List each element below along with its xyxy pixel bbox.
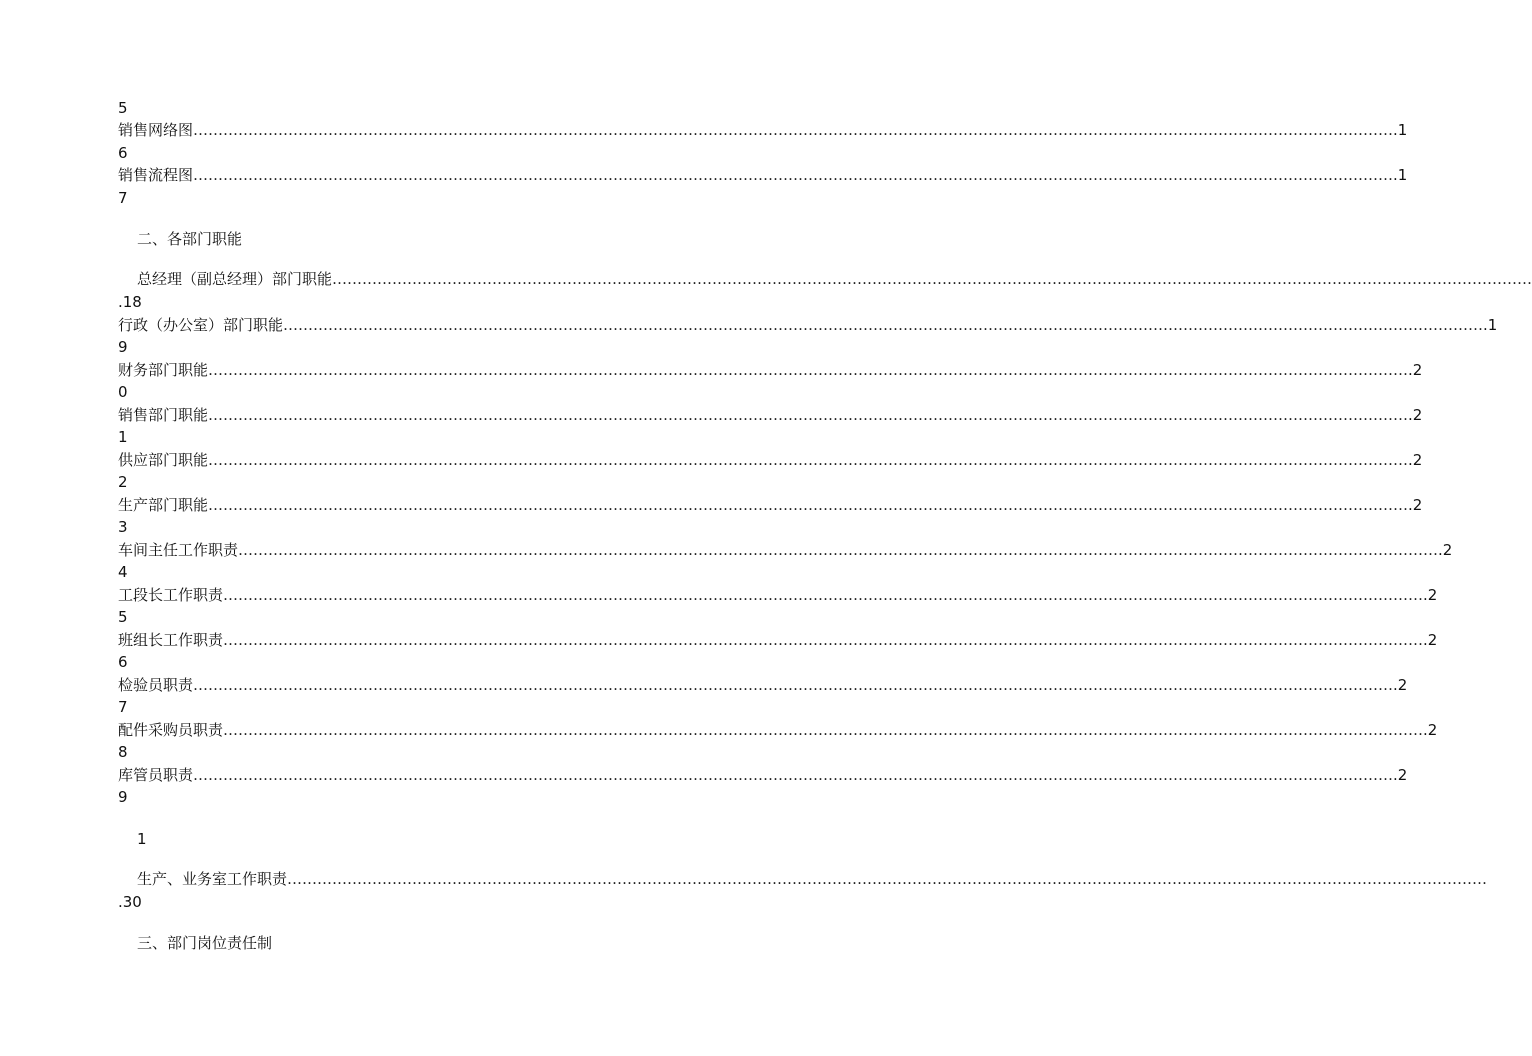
toc-leader: …………………………………………………………………………………………………………………………………………………………………………………………………………………… bbox=[208, 361, 1409, 379]
page-number-fragment: 6 bbox=[118, 144, 128, 162]
toc-entry-page: .1 bbox=[1483, 316, 1498, 334]
section-heading: 二、各部门职能 bbox=[137, 230, 243, 248]
toc-entry-label: 生产、业务室工作职责 bbox=[137, 870, 288, 888]
page-number-fragment: 3 bbox=[118, 518, 128, 536]
page-number-fragment: 4 bbox=[118, 563, 128, 581]
toc-entry-label: 库管员职责 bbox=[118, 766, 194, 784]
toc-entry[interactable] bbox=[118, 164, 1408, 186]
toc-leader: …………………………………………………………………………………………………………………………………………………………………………………………………………………… bbox=[208, 406, 1409, 424]
toc-entry-label: 检验员职责 bbox=[118, 676, 194, 694]
page-number-fragment: 5 bbox=[118, 99, 128, 117]
toc-leader: …………………………………………………………………………………………………………………………………………………………………………………………………………………… bbox=[208, 496, 1409, 514]
toc-entry[interactable] bbox=[118, 449, 1423, 471]
toc-leader: …………………………………………………………………………………………………………………………………………………………………………………………………………………… bbox=[193, 676, 1394, 694]
page-number-fragment: 9 bbox=[118, 338, 128, 356]
toc-entry[interactable] bbox=[118, 314, 1498, 336]
page-number-fragment: 6 bbox=[118, 653, 128, 671]
toc-leader: …………………………………………………………………………………………………………………………………………………………………………………………………………………… bbox=[193, 166, 1394, 184]
toc-entry-label: 销售流程图 bbox=[118, 166, 194, 184]
toc-entry-page: .2 bbox=[1423, 721, 1438, 739]
toc-entry-label: 工段长工作职责 bbox=[118, 586, 224, 604]
toc-entry-label: 供应部门职能 bbox=[118, 451, 209, 469]
page-number-fragment: 5 bbox=[118, 608, 128, 626]
page-number-fragment: 7 bbox=[118, 698, 128, 716]
toc-leader: …………………………………………………………………………………………………………………………………………………………………………………………………………………… bbox=[223, 721, 1424, 739]
toc-entry-label: 财务部门职能 bbox=[118, 361, 209, 379]
toc-entry[interactable] bbox=[118, 584, 1438, 606]
toc-entry[interactable] bbox=[118, 764, 1408, 786]
page-number-fragment: 2 bbox=[118, 473, 128, 491]
toc-leader: …………………………………………………………………………………………………………………………………………………………………………………………………………………… bbox=[223, 631, 1424, 649]
toc-entry-label: 销售部门职能 bbox=[118, 406, 209, 424]
toc-leader: …………………………………………………………………………………………………………………………………………………………………………………………………………………… bbox=[208, 451, 1409, 469]
toc-entry-page: .2 bbox=[1423, 586, 1438, 604]
toc-entry[interactable] bbox=[118, 119, 1408, 141]
toc-entry-page: .2 bbox=[1408, 361, 1423, 379]
toc-entry-page: .1 bbox=[1393, 121, 1408, 139]
toc-entry[interactable] bbox=[118, 719, 1438, 741]
page-number-fragment: 8 bbox=[118, 743, 128, 761]
toc-entry-label: 销售网络图 bbox=[118, 121, 194, 139]
toc-entry-page: .2 bbox=[1438, 541, 1453, 559]
toc-entry[interactable] bbox=[118, 404, 1423, 426]
page-number-fragment: .18 bbox=[118, 293, 142, 311]
toc-leader: …………………………………………………………………………………………………………………………………………………………………………………………………………………… bbox=[193, 766, 1394, 784]
toc-leader: …………………………………………………………………………………………………………………………………………………………………………………………………………………… bbox=[193, 121, 1394, 139]
toc-entry[interactable] bbox=[118, 359, 1423, 381]
toc-entry-page: .2 bbox=[1408, 406, 1423, 424]
toc-leader: …………………………………………………………………………………………………………………………………………………………………………………………………………………… bbox=[238, 541, 1439, 559]
page-number-fragment: 7 bbox=[118, 189, 128, 207]
toc-entry-label: 生产部门职能 bbox=[118, 496, 209, 514]
toc-entry-label: 总经理（副总经理）部门职能 bbox=[137, 270, 333, 288]
toc-entry-label: 车间主任工作职责 bbox=[118, 541, 239, 559]
toc-entry-page: .2 bbox=[1393, 676, 1408, 694]
page-number-fragment: 0 bbox=[118, 383, 128, 401]
toc-leader: …………………………………………………………………………………………………………………………………………………………………………………………………………………… bbox=[287, 870, 1488, 888]
page-number-fragment: 1 bbox=[118, 428, 128, 446]
toc-entry-label: 配件采购员职责 bbox=[118, 721, 224, 739]
toc-entry[interactable] bbox=[118, 494, 1423, 516]
toc-entry-page: .2 bbox=[1393, 766, 1408, 784]
toc-entry[interactable] bbox=[137, 868, 1488, 890]
toc-leader: …………………………………………………………………………………………………………………………………………………………………………………………………………………… bbox=[283, 316, 1484, 334]
toc-entry[interactable] bbox=[118, 629, 1438, 651]
toc-entry[interactable] bbox=[137, 268, 1532, 290]
toc-entry-page: .2 bbox=[1408, 451, 1423, 469]
section-heading: 三、部门岗位责任制 bbox=[137, 934, 273, 952]
toc-entry-label: 行政（办公室）部门职能 bbox=[118, 316, 284, 334]
page-number-fragment: 1 bbox=[137, 830, 147, 848]
toc-leader: …………………………………………………………………………………………………………………………………………………………………………………………………………………… bbox=[223, 586, 1424, 604]
page-number-fragment: 9 bbox=[118, 788, 128, 806]
toc-entry-page: .2 bbox=[1423, 631, 1438, 649]
toc-leader: …………………………………………………………………………………………………………………………………………………………………………………………………………………… bbox=[332, 270, 1532, 288]
toc-entry-label: 班组长工作职责 bbox=[118, 631, 224, 649]
toc-entry[interactable] bbox=[118, 674, 1408, 696]
toc-entry-page: .2 bbox=[1408, 496, 1423, 514]
page-number-fragment: .30 bbox=[118, 893, 142, 911]
toc-entry-page: .1 bbox=[1393, 166, 1408, 184]
toc-entry[interactable] bbox=[118, 539, 1453, 561]
